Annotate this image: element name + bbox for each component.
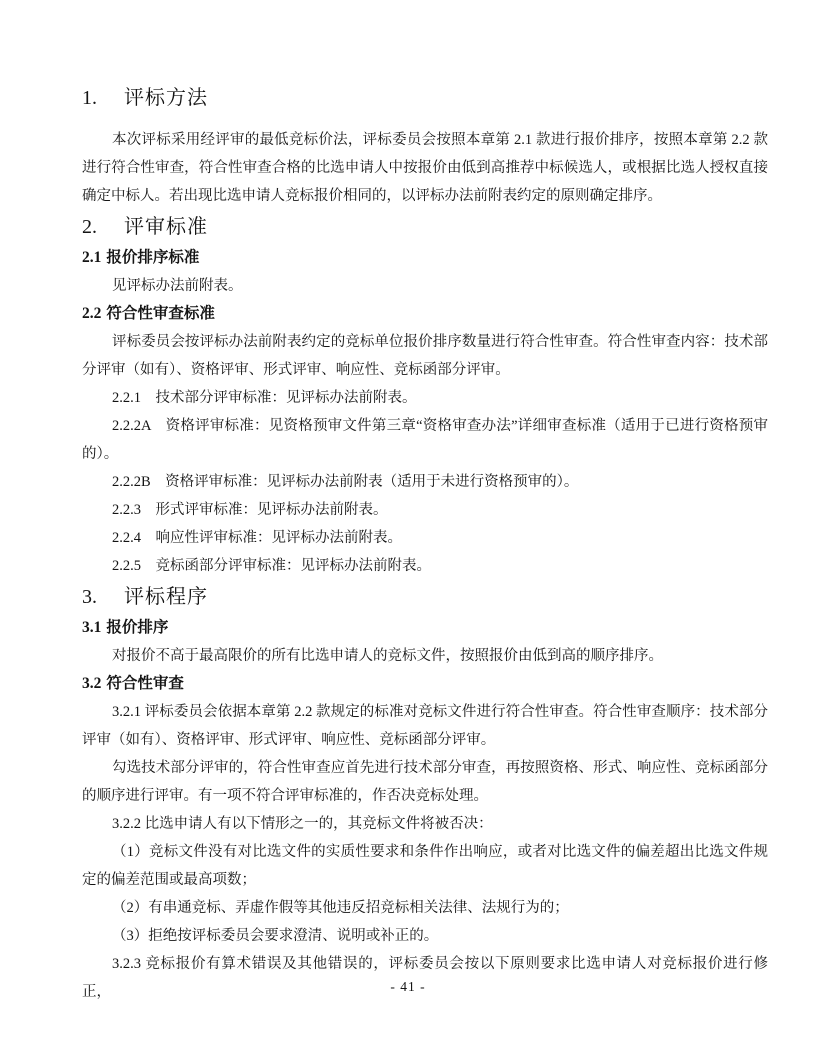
- subsection-number: 3.2: [82, 675, 102, 692]
- paragraph: 对报价不高于最高限价的所有比选申请人的竞标文件，按照报价由低到高的顺序排序。: [112, 648, 663, 664]
- paragraph-subitem-1: （1）竞标文件没有对比选文件的实质性要求和条件作出响应，或者对比选文件的偏差超出比选文件规定的偏差范围或最高项数；: [82, 844, 768, 888]
- subsection-title: 报价排序: [106, 619, 169, 636]
- subsection-title: 符合性审查: [106, 675, 184, 692]
- subsection-number: 3.1: [82, 619, 102, 636]
- section-title: 评审标准: [124, 216, 208, 238]
- page-number: - 41 -: [390, 979, 426, 994]
- section-heading-2: [82, 210, 768, 244]
- paragraph-item-3-2-3: 3.2.3 竞标报价有算术错误及其他错误的，评标委员会按以下原则要求比选申请人对竞标报价进行修正，: [82, 956, 768, 1000]
- paragraph-subitem-2: （2）有串通竞标、弄虚作假等其他违反招竞标相关法律、法规行为的；: [112, 900, 569, 916]
- section-title: 评标方法: [124, 87, 208, 109]
- subsection-heading-3-2: [82, 670, 768, 698]
- paragraph-item-2-2-3: 2.2.3 形式评审标准：见评标办法前附表。: [112, 502, 388, 518]
- section-number: 1.: [82, 87, 97, 109]
- paragraph-subitem-3: （3）拒绝按评标委员会要求澄清、说明或补正的。: [112, 928, 439, 944]
- paragraph-item-2-2-4: 2.2.4 响应性评审标准：见评标办法前附表。: [112, 530, 402, 546]
- section-number: 3.: [82, 586, 97, 608]
- paragraph-item-2-2-5: 2.2.5 竞标函部分评审标准：见评标办法前附表。: [112, 558, 431, 574]
- section-heading-1: [82, 81, 768, 115]
- subsection-heading-3-1: [82, 614, 768, 642]
- subsection-title: 报价排序标准: [106, 249, 200, 266]
- paragraph-item-2-2-2a: 2.2.2A 资格评审标准：见资格预审文件第三章“资格审查办法”详细审查标准（适用于已进行资格预审的）。: [82, 418, 768, 462]
- section-title: 评标程序: [124, 586, 208, 608]
- paragraph-item-2-2-2b: 2.2.2B 资格评审标准：见评标办法前附表（适用于未进行资格预审的）。: [112, 474, 579, 490]
- section-heading-3: [82, 580, 768, 614]
- subsection-number: 2.1: [82, 249, 102, 266]
- paragraph-item-2-2-1: 2.2.1 技术部分评审标准：见评标办法前附表。: [112, 390, 417, 406]
- paragraph-item-3-2-2: 3.2.2 比选申请人有以下情形之一的，其竞标文件将被否决：: [112, 816, 493, 832]
- paragraph: 勾选技术部分评审的，符合性审查应首先进行技术部分审查，再按照资格、形式、响应性、竞标函部分的顺序进行评审。有一项不符合评审标准的，作否决竞标处理。: [82, 760, 768, 804]
- paragraph: 见评标办法前附表。: [112, 278, 243, 294]
- paragraph: 评标委员会按评标办法前附表约定的竞标单位报价排序数量进行符合性审查。符合性审查内容：技术部分评审（如有）、资格评审、形式评审、响应性、竞标函部分评审。: [82, 334, 768, 378]
- subsection-heading-2-2: [82, 300, 768, 328]
- paragraph-item-3-2-1: 3.2.1 评标委员会依据本章第 2.2 款规定的标准对竞标文件进行符合性审查。符合性审查顺序：技术部分评审（如有）、资格评审、形式评审、响应性、竞标函部分评审。: [82, 704, 768, 748]
- subsection-number: 2.2: [82, 305, 102, 322]
- paragraph-evaluation-method: 本次评标采用经评审的最低竞标价法，评标委员会按照本章第 2.1 款进行报价排序，按照本章第 2.2 款进行符合性审查，符合性审查合格的比选申请人中按报价由低到高推荐中标候选人，或根据比选人授权直接确定中标人。若出现比选申请人竞标报价相同的，以评标办法前附表约定的原则确定排序。: [82, 132, 768, 204]
- subsection-heading-2-1: [82, 244, 768, 272]
- subsection-title: 符合性审查标准: [106, 305, 215, 322]
- section-number: 2.: [82, 216, 97, 238]
